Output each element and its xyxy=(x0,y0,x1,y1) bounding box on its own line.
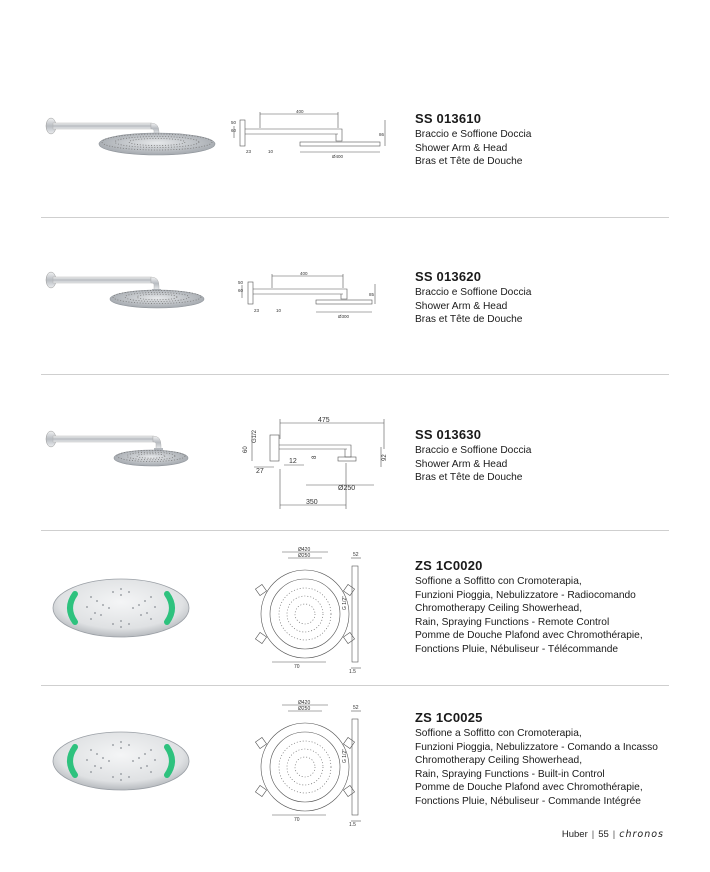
divider xyxy=(41,685,669,686)
dim-d1: 23 xyxy=(246,149,252,154)
description-line: Shower Arm & Head xyxy=(415,458,508,470)
dim-width: 70 xyxy=(294,664,300,670)
description-line: Braccio e Soffione Doccia xyxy=(415,287,532,298)
description-line: Shower Arm & Head xyxy=(415,142,508,154)
separator: | xyxy=(612,829,616,840)
product-code: SS 013630 xyxy=(415,427,482,442)
technical-drawing xyxy=(238,270,398,345)
ceiling-showerhead-photo xyxy=(51,730,191,792)
product-info xyxy=(415,427,531,485)
dim-arm: 475 xyxy=(318,417,330,424)
dim-h2: 60 xyxy=(238,288,244,293)
product-code: ZS 1C0020 xyxy=(415,558,483,573)
product-code: ZS 1C0025 xyxy=(415,710,483,725)
shower-arm-head-photo xyxy=(35,100,225,170)
description-line: Fonctions Pluie, Nébuliseur - Commande Intégrée xyxy=(415,795,641,807)
dim-drop: 86 xyxy=(379,132,385,137)
description-line: Bras et Tête de Douche xyxy=(415,472,523,484)
description-line: Rain, Spraying Functions - Built-in Control xyxy=(415,768,605,780)
dim-base: 1.5 xyxy=(349,669,356,675)
product-row xyxy=(0,90,710,210)
dim-d3: 8 xyxy=(312,455,318,459)
dim-h2: 60 xyxy=(243,446,249,453)
technical-drawing xyxy=(234,409,394,514)
product-info xyxy=(415,710,658,809)
dim-d2: 10 xyxy=(268,149,274,154)
page-number: 55 xyxy=(598,829,609,840)
description-line: Pomme de Douche Plafond avec Chromothérapie, xyxy=(415,630,643,642)
description-line: Soffione a Soffitto con Cromoterapia, xyxy=(415,576,582,587)
dim-outer: Ø420 xyxy=(298,547,311,553)
product-row xyxy=(0,540,710,680)
product-info xyxy=(415,111,531,169)
dim-base: 1.5 xyxy=(349,822,356,828)
product-info xyxy=(415,269,531,327)
dim-d2: 12 xyxy=(289,458,297,465)
description-line: Pomme de Douche Plafond avec Chromothérapie, xyxy=(415,782,643,794)
dim-thickness: 52 xyxy=(353,705,359,711)
dim-inner: Ø250 xyxy=(298,706,311,712)
product-info xyxy=(415,558,643,657)
dim-inner: Ø250 xyxy=(298,553,311,559)
product-code: SS 013610 xyxy=(415,111,482,126)
dim-arm: 400 xyxy=(296,109,304,114)
dim-h1: G1/2 xyxy=(252,429,258,443)
separator: | xyxy=(591,829,595,840)
dim-arm: 400 xyxy=(300,271,308,276)
dim-outer: Ø420 xyxy=(298,700,311,706)
page-footer xyxy=(562,829,664,840)
product-row xyxy=(0,693,710,833)
product-row xyxy=(0,248,710,368)
dim-h1: 50 xyxy=(238,280,244,285)
technical-drawing xyxy=(252,699,382,829)
description-line: Braccio e Soffione Doccia xyxy=(415,445,532,456)
dim-drop: 92 xyxy=(382,454,388,461)
product-code: SS 013620 xyxy=(415,269,482,284)
divider xyxy=(41,374,669,375)
description-line: Shower Arm & Head xyxy=(415,300,508,312)
description-line: Fonctions Pluie, Nébuliseur - Télécommande xyxy=(415,643,619,655)
dim-d2: 10 xyxy=(276,308,282,313)
dim-thread: G 1/2" xyxy=(342,595,348,610)
divider xyxy=(41,530,669,531)
dim-d1: 23 xyxy=(254,308,260,313)
description-line: Soffione a Soffitto con Cromoterapia, xyxy=(415,728,582,739)
description-line: Funzioni Pioggia, Nebulizzatore - Comando a Incasso xyxy=(415,741,658,753)
divider xyxy=(41,217,669,218)
description-line: Bras et Tête de Douche xyxy=(415,314,523,326)
dim-thread: G 1/2" xyxy=(342,748,348,763)
dim-width: 70 xyxy=(294,817,300,823)
shower-arm-head-photo xyxy=(35,258,225,328)
description-line: Chromotherapy Ceiling Showerhead, xyxy=(415,755,583,767)
technical-drawing xyxy=(230,108,390,183)
dim-head: Ø300 xyxy=(338,314,350,319)
brand-name: Huber xyxy=(561,829,588,840)
dim-base: 350 xyxy=(306,499,318,506)
description-line: Braccio e Soffione Doccia xyxy=(415,129,532,140)
dim-head: Ø250 xyxy=(338,485,356,492)
description-line: Chromotherapy Ceiling Showerhead, xyxy=(415,603,583,615)
description-line: Funzioni Pioggia, Nebulizzatore - Radiocomando xyxy=(415,589,636,601)
product-row xyxy=(0,405,710,525)
dim-drop: 85 xyxy=(369,292,375,297)
dim-h2: 60 xyxy=(231,128,237,133)
shower-arm-head-photo xyxy=(35,423,225,493)
dim-thickness: 52 xyxy=(353,552,359,558)
chronos-logo: chronos xyxy=(619,829,664,840)
description-line: Bras et Tête de Douche xyxy=(415,156,523,168)
dim-head: Ø400 xyxy=(332,154,344,159)
dim-d1: 27 xyxy=(256,468,264,475)
technical-drawing xyxy=(252,546,382,676)
description-line: Rain, Spraying Functions - Remote Control xyxy=(415,616,610,628)
ceiling-showerhead-photo xyxy=(51,577,191,639)
dim-h1: 50 xyxy=(231,120,237,125)
